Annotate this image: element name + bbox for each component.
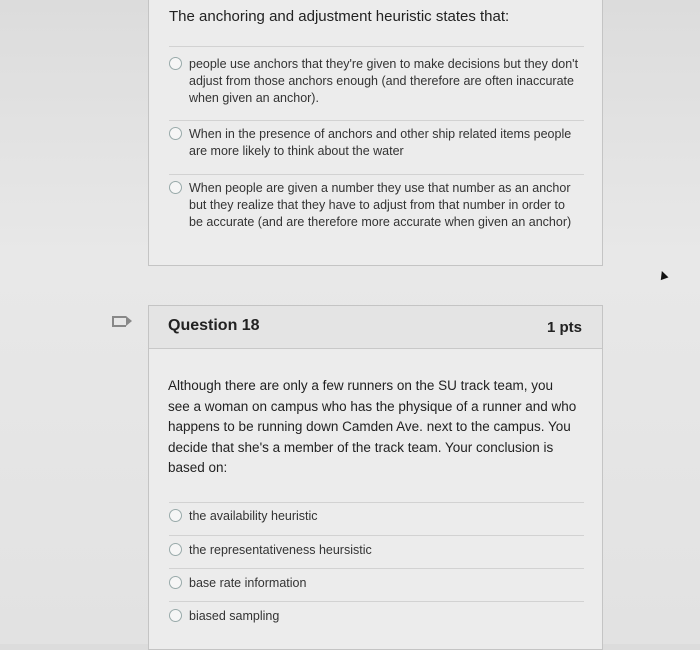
divider: [169, 601, 584, 602]
flag-question-icon[interactable]: [112, 316, 126, 327]
answer-option[interactable]: [169, 56, 580, 107]
radio-button[interactable]: [169, 57, 182, 70]
question-prompt: The anchoring and adjustment heuristic states that:: [169, 8, 510, 25]
answer-option[interactable]: [169, 126, 580, 160]
question-title: Question 18: [168, 317, 260, 334]
previous-question-card: [148, 0, 603, 266]
radio-button[interactable]: [169, 576, 182, 589]
radio-button[interactable]: [169, 609, 182, 622]
option-label: When in the presence of anchors and other ship related items people are more likely to think about the water: [189, 127, 572, 158]
answer-option[interactable]: [169, 542, 580, 559]
option-label: people use anchors that they're given to make decisions but they don't adjust from those anchors enough (and therefore are often inaccurate when given an anchor).: [189, 57, 579, 105]
answer-option[interactable]: [169, 608, 580, 625]
divider: [169, 174, 584, 175]
question-header: [149, 306, 602, 349]
radio-button[interactable]: [169, 543, 182, 556]
divider: [169, 535, 584, 536]
answer-option[interactable]: [169, 575, 580, 592]
answer-option[interactable]: [169, 180, 580, 231]
answer-option[interactable]: [169, 508, 580, 525]
radio-button[interactable]: [169, 127, 182, 140]
divider: [169, 120, 584, 121]
question-text: Although there are only a few runners on the SU track team, you see a woman on campus who has the physique of a runner and who happens to be running down Camden Ave. next to the campus. You decide that she's a member of the track team. Your conclusion is based on:: [168, 378, 577, 475]
radio-button[interactable]: [169, 509, 182, 522]
question-points: 1 pts: [546, 319, 582, 336]
mouse-cursor-icon: ▲: [653, 264, 673, 284]
divider: [169, 502, 584, 503]
question-18-card: [148, 305, 603, 650]
option-label: When people are given a number they use that number as an anchor but they realize that they have to adjust from that number in order to be accurate (and are therefore more accurate when given an anchor): [189, 181, 572, 229]
divider: [169, 568, 584, 569]
option-label: base rate information: [189, 576, 307, 590]
option-label: the representativeness heursistic: [189, 543, 372, 557]
option-label: biased sampling: [189, 609, 280, 623]
divider: [169, 46, 584, 47]
option-label: the availability heuristic: [189, 509, 318, 523]
radio-button[interactable]: [169, 181, 182, 194]
